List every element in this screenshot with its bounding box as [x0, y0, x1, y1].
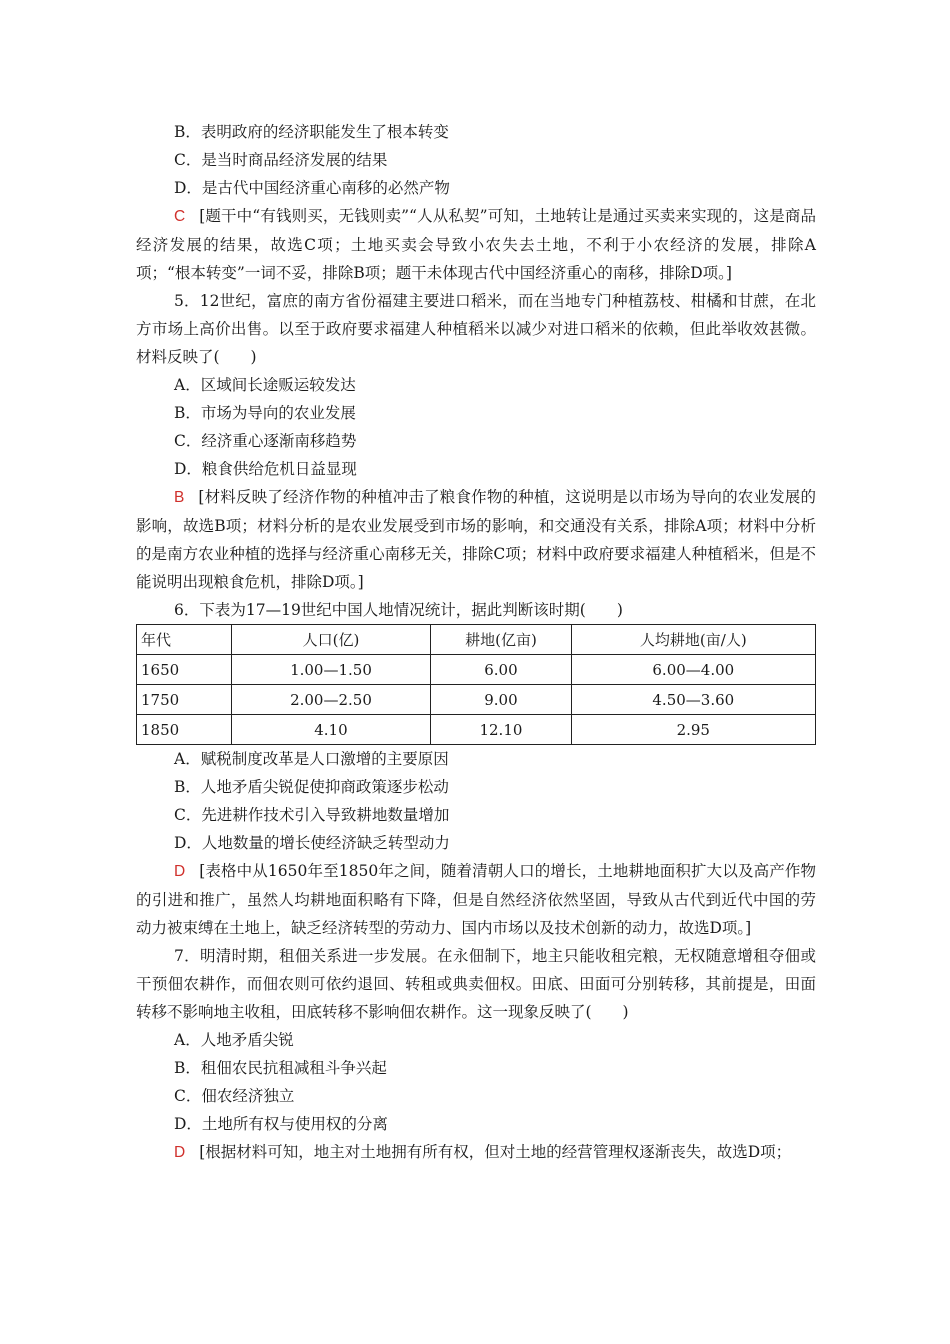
table-cell: 1.00—1.50 [231, 655, 431, 685]
table-cell: 6.00 [431, 655, 571, 685]
q4-answer-letter: C [174, 208, 186, 225]
q7-option-b[interactable]: B．租佃农民抗租减租斗争兴起 [174, 1059, 387, 1077]
q4-answer-explanation: [题干中“有钱则买，无钱则卖”“人从私契”可知，土地转让是通过买卖来实现的，这是商品经济发展的结果，故选C项；土地买卖会导致小农失去土地，不利于小农经济的发展，排除A项；“根本转变”一词不妥，排除B项；题干未体现古代中国经济重心的南移，排除D项。] [136, 207, 816, 282]
table-cell: 1750 [137, 685, 232, 715]
q4-answer [136, 202, 816, 287]
q6-options [136, 745, 816, 857]
table-header-cell: 人均耕地(亩/人) [571, 625, 815, 655]
table-cell: 12.10 [431, 715, 571, 745]
q7-answer-explanation: [根据材料可知，地主对土地拥有所有权，但对土地的经营管理权逐渐丧失，故选D项； [199, 1143, 792, 1161]
q7-option-d[interactable]: D．土地所有权与使用权的分离 [174, 1115, 388, 1133]
table-header-cell: 年代 [137, 625, 232, 655]
q4-option-c[interactable]: C．是当时商品经济发展的结果 [174, 151, 388, 169]
q6-data-table [136, 624, 816, 745]
q6-answer-letter: D [174, 863, 186, 880]
q7-option-a[interactable]: A．人地矛盾尖锐 [174, 1031, 294, 1049]
table-cell: 1850 [137, 715, 232, 745]
q6-option-d[interactable]: D．人地数量的增长使经济缺乏转型动力 [174, 834, 450, 852]
document-page [136, 118, 816, 1167]
q5-option-a[interactable]: A．区域间长途贩运较发达 [174, 376, 356, 394]
q7-answer [136, 1138, 816, 1167]
q6-option-a[interactable]: A．赋税制度改革是人口激增的主要原因 [174, 750, 449, 768]
table-cell: 2.00—2.50 [231, 685, 431, 715]
q5-option-d[interactable]: D．粮食供给危机日益显现 [174, 460, 357, 478]
table-header-cell: 耕地(亿亩) [431, 625, 571, 655]
q4-option-d[interactable]: D．是古代中国经济重心南移的必然产物 [174, 179, 450, 197]
q7-options [136, 1026, 816, 1138]
q6-option-c[interactable]: C．先进耕作技术引入导致耕地数量增加 [174, 806, 450, 824]
q4-option-b[interactable]: B．表明政府的经济职能发生了根本转变 [174, 123, 449, 141]
q6-answer-explanation: [表格中从1650年至1850年之间，随着清朝人口的增长，土地耕地面积扩大以及高产作物的引进和推广，虽然人均耕地面积略有下降，但是自然经济依然坚固，导致从古代到近代中国的劳动力被束缚在土地上，缺乏经济转型的劳动力、国内市场以及技术创新的动力，故选D项。] [136, 862, 816, 937]
table-cell: 2.95 [571, 715, 815, 745]
table-cell: 1650 [137, 655, 232, 685]
q7-stem: 7．明清时期，租佃关系进一步发展。在永佃制下，地主只能收租完粮，无权随意增租夺佃或干预佃农耕作，而佃农则可依约退回、转租或典卖佃权。田底、田面可分别转移，其前提是，田面转移不影响地主收租，田底转移不影响佃农耕作。这一现象反映了( ) [136, 947, 816, 1021]
table-row [137, 655, 816, 685]
table-row [137, 715, 816, 745]
q5-options [136, 371, 816, 483]
q5-option-c[interactable]: C．经济重心逐渐南移趋势 [174, 432, 357, 450]
q5-answer-letter: B [174, 489, 185, 506]
q6-option-b[interactable]: B．人地矛盾尖锐促使抑商政策逐步松动 [174, 778, 449, 796]
table-cell: 9.00 [431, 685, 571, 715]
q5-stem: 5．12世纪，富庶的南方省份福建主要进口稻米，而在当地专门种植荔枝、柑橘和甘蔗，在北方市场上高价出售。以至于政府要求福建人种植稻米以减少对进口稻米的依赖，但此举收效甚微。材料反映了( ) [136, 292, 816, 366]
table-cell: 4.50—3.60 [571, 685, 815, 715]
q6-answer [136, 857, 816, 942]
table-header-cell: 人口(亿) [231, 625, 431, 655]
table-header-row [137, 625, 816, 655]
q4-options [136, 118, 816, 202]
table-cell: 4.10 [231, 715, 431, 745]
q5-answer [136, 483, 816, 596]
q5-answer-explanation: [材料反映了经济作物的种植冲击了粮食作物的种植，这说明是以市场为导向的农业发展的影响，故选B项；材料分析的是农业发展受到市场的影响，和交通没有关系，排除A项；材料中分析的是南方农业种植的选择与经济重心南移无关，排除C项；材料中政府要求福建人种植稻米，但是不能说明出现粮食危机，排除D项。] [136, 488, 816, 591]
q7-option-c[interactable]: C．佃农经济独立 [174, 1087, 295, 1105]
q7-answer-letter: D [174, 1144, 186, 1161]
table-cell: 6.00—4.00 [571, 655, 815, 685]
q6-stem: 6．下表为17—19世纪中国人地情况统计，据此判断该时期( ) [174, 601, 623, 619]
table-row [137, 685, 816, 715]
q5-option-b[interactable]: B．市场为导向的农业发展 [174, 404, 356, 422]
